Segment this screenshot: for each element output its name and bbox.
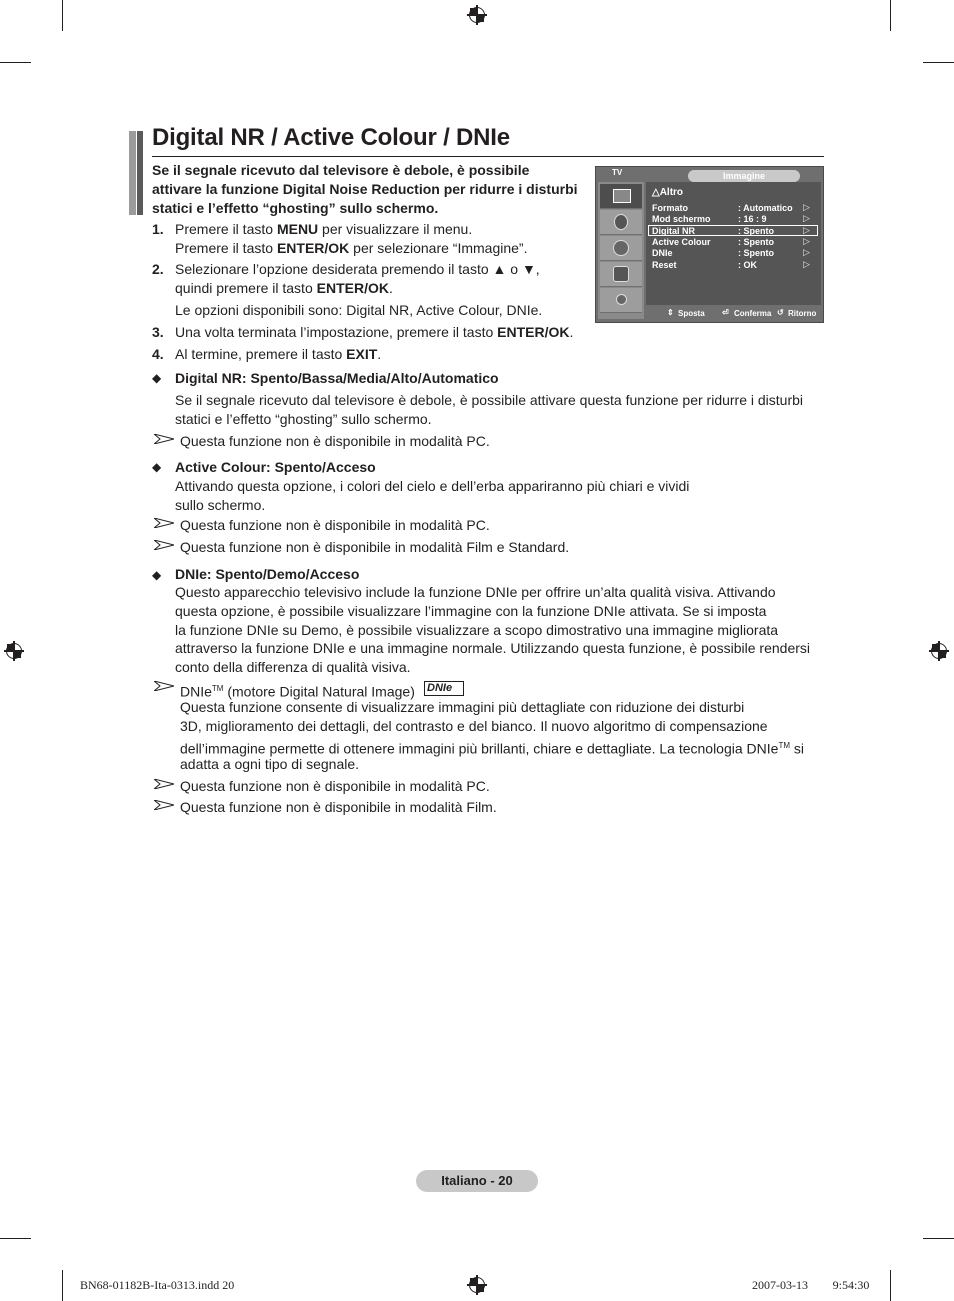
section-body-line: la funzione DNIe su Demo, è possibile visualizzare a scopo dimostrativo una immagine migliorata [175, 622, 779, 638]
page-title: Digital NR / Active Colour / DNIe [152, 124, 510, 151]
osd-row-label: Formato [652, 203, 688, 213]
osd-move-icon: ⇕ [667, 308, 674, 317]
title-accent-bar [137, 131, 143, 215]
osd-return-icon: ↺ [777, 308, 784, 317]
osd-row-value: : 16 : 9 [738, 214, 767, 224]
osd-picture-icon [600, 184, 642, 209]
osd-row-label: Reset [652, 260, 677, 270]
slug-date: 2007-03-13    9:54:30 [752, 1278, 870, 1292]
section-body-line: statici e l’effetto “ghosting” sullo schermo. [175, 411, 432, 427]
osd-foot-confirm: Conferma [734, 309, 772, 318]
note-body-line: Questa funzione consente di visualizzare immagini più dettagliate con riduzione dei disturbi [180, 699, 745, 715]
note-arrow-icon [154, 434, 174, 444]
osd-arrow-icon: ▷ [803, 259, 810, 269]
section-body-line: Questo apparecchio televisivo include la funzione DNIe per offrire un’alta qualità visiva. Attivando [175, 584, 776, 600]
osd-back-label: △Altro [652, 187, 684, 198]
intro-line: attivare la funzione Digital Noise Reduction per ridurre i disturbi [152, 181, 578, 197]
note-line: Questa funzione non è disponibile in modalità PC. [180, 433, 490, 449]
osd-source-label: TV [612, 168, 623, 177]
osd-foot-return: Ritorno [788, 309, 817, 318]
step-number: 1. [152, 221, 164, 237]
crop-mark [0, 62, 31, 63]
crop-mark [923, 62, 954, 63]
note-body-line: adatta a ogni tipo di segnale. [180, 756, 360, 772]
crop-mark [890, 1270, 891, 1301]
osd-row-label: DNIe [652, 248, 673, 258]
osd-arrow-icon: ▷ [803, 236, 810, 246]
crop-mark [923, 1238, 954, 1239]
crop-mark [890, 0, 891, 31]
crop-mark [62, 1270, 63, 1301]
osd-arrow-icon: ▷ [803, 225, 810, 235]
step-line: Premere il tasto ENTER/OK per selezionare “Immagine”. [175, 240, 528, 256]
step-number: 2. [152, 261, 164, 277]
step-line: Premere il tasto MENU per visualizzare il menu. [175, 221, 473, 237]
osd-row-label: Mod schermo [652, 214, 711, 224]
osd-row-value: : OK [738, 260, 757, 270]
section-body-line: conto della differenza di qualità visiva. [175, 659, 411, 675]
registration-mark-icon [4, 641, 24, 661]
step-number: 3. [152, 324, 164, 340]
bullet-diamond-icon: ◆ [152, 568, 162, 582]
note-heading: DNIe™ (motore Digital Natural Image) [180, 683, 415, 700]
osd-row-value: : Spento [738, 226, 774, 236]
section-body-line: Se il segnale ricevuto dal televisore è debole, è possibile attivare questa funzione per ridurre i disturbi [175, 392, 804, 408]
registration-mark-icon [467, 5, 487, 25]
section-heading: Active Colour: Spento/Acceso [175, 459, 376, 475]
osd-enter-icon: ⏎ [722, 308, 729, 317]
section-heading: DNIe: Spento/Demo/Acceso [175, 566, 360, 582]
osd-setup-icon [600, 262, 642, 287]
bullet-diamond-icon: ◆ [152, 371, 162, 385]
section-body-line: sullo schermo. [175, 497, 266, 513]
osd-sound-icon [600, 210, 642, 235]
section-body-line: questa opzione, è possibile visualizzare l’immagine con la funzione DNIe attivata. Se si imposta [175, 603, 767, 619]
registration-mark-icon [467, 1275, 487, 1295]
intro-line: Se il segnale ricevuto dal televisore è debole, è possibile [152, 162, 530, 178]
step-number: 4. [152, 346, 164, 362]
note-arrow-icon [154, 518, 174, 528]
crop-mark [62, 0, 63, 31]
title-rule [152, 156, 824, 157]
note-line: Questa funzione non è disponibile in modalità PC. [180, 517, 490, 533]
note-body-line: 3D, miglioramento dei dettagli, del contrasto e del bianco. Il nuovo algoritmo di compensazione [180, 718, 768, 734]
osd-row-value: : Spento [738, 237, 774, 247]
section-heading: Digital NR: Spento/Bassa/Media/Alto/Automatico [175, 370, 499, 386]
note-arrow-icon [154, 540, 174, 550]
osd-row-value: : Spento [738, 248, 774, 258]
dnie-logo-text: DNIe [427, 682, 453, 694]
section-body-line: attraverso la funzione DNIe e una immagine normale. Utilizzando questa funzione, è possibile rendersi [175, 640, 811, 656]
osd-row-label: Active Colour [652, 237, 711, 247]
osd-tab-label: Immagine [722, 171, 765, 181]
registration-mark-icon [929, 641, 949, 661]
section-body-line: Attivando questa opzione, i colori del cielo e dell’erba appariranno più chiari e vividi [175, 478, 690, 494]
note-line: Questa funzione non è disponibile in modalità Film e Standard. [180, 539, 570, 555]
note-arrow-icon [154, 779, 174, 789]
osd-channel-icon [600, 236, 642, 261]
slug-file: BN68-01182B-Ita-0313.indd 20 [80, 1278, 235, 1292]
osd-row-value: : Automatico [738, 203, 793, 213]
note-body-line: dell’immagine permette di ottenere immagini più brillanti, chiare e dettagliate. La tecnologia DNIe™ si [180, 740, 804, 757]
note-arrow-icon [154, 681, 174, 691]
note-line: Questa funzione non è disponibile in modalità Film. [180, 799, 497, 815]
step-line: Una volta terminata l’impostazione, premere il tasto ENTER/OK. [175, 324, 574, 340]
bullet-diamond-icon: ◆ [152, 460, 162, 474]
osd-arrow-icon: ▷ [803, 247, 810, 257]
note-line: Questa funzione non è disponibile in modalità PC. [180, 778, 490, 794]
osd-arrow-icon: ▷ [803, 213, 810, 223]
note-arrow-icon [154, 800, 174, 810]
intro-line: statici e l’effetto “ghosting” sullo schermo. [152, 200, 439, 216]
crop-mark [0, 1238, 31, 1239]
osd-arrow-icon: ▷ [803, 202, 810, 212]
title-accent-bar [129, 131, 136, 215]
osd-row-label: Digital NR [652, 226, 696, 236]
osd-foot-move: Sposta [678, 309, 705, 318]
step-line: Le opzioni disponibili sono: Digital NR, Active Colour, DNIe. [175, 302, 543, 318]
page-number: Italiano - 20 [441, 1173, 513, 1188]
step-line: quindi premere il tasto ENTER/OK. [175, 280, 393, 296]
step-line: Selezionare l’opzione desiderata premendo il tasto ▲ o ▼, [175, 261, 540, 277]
step-line: Al termine, premere il tasto EXIT. [175, 346, 382, 362]
osd-input-icon [600, 288, 642, 313]
